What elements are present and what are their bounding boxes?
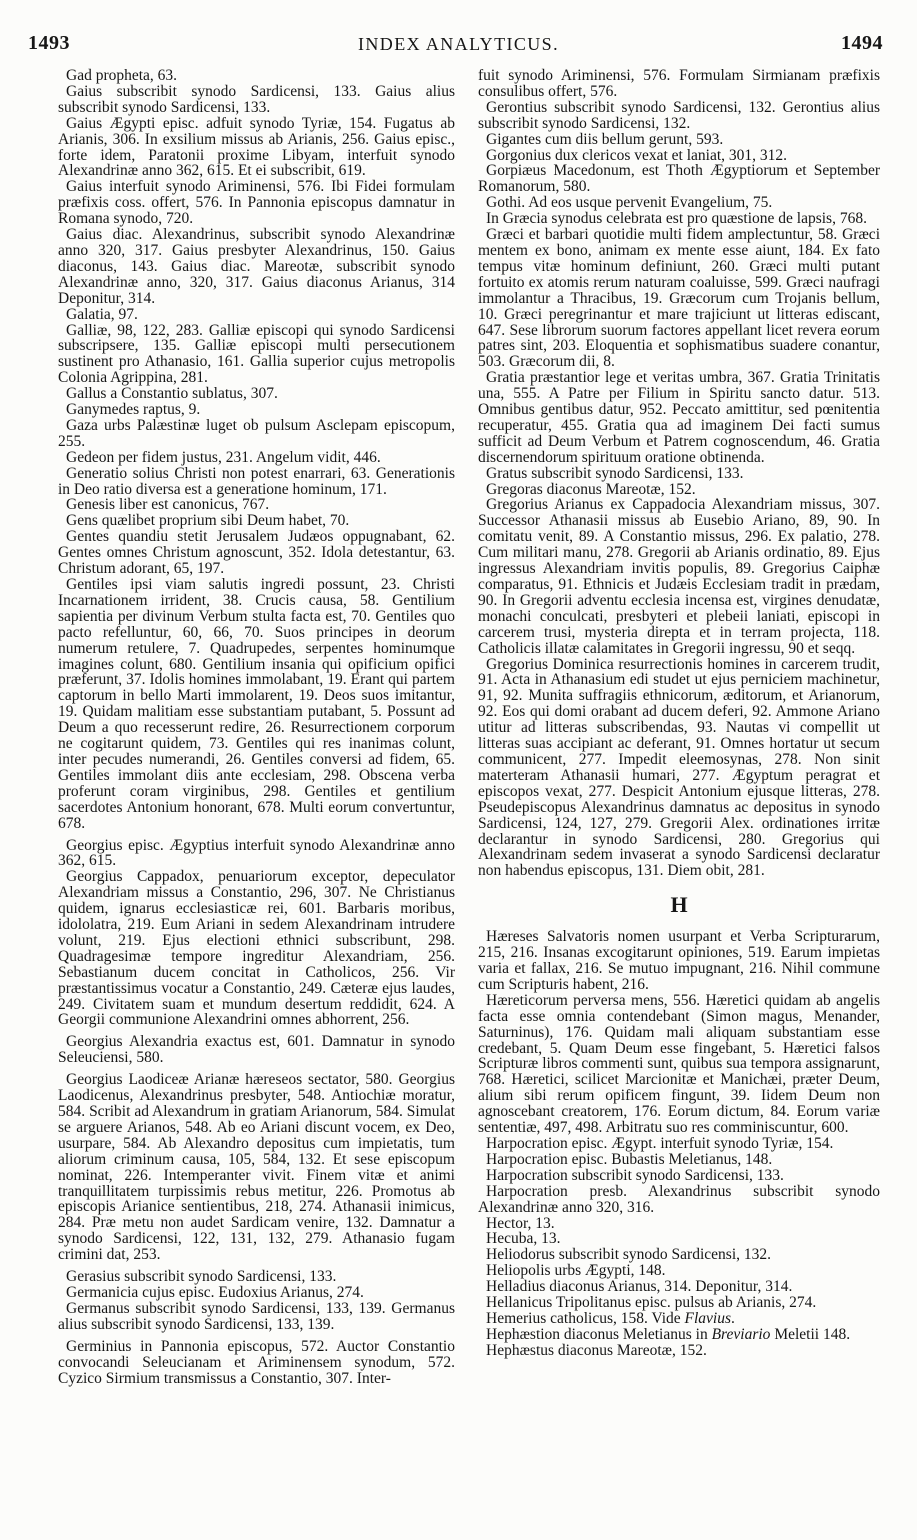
index-entry: Gregorius Arianus ex Cappadocia Alexandriam missus, 307. Successor Athanasii missus ab Eusebio Ariano, 89, 90. In comitatu venit, 89. A Constantio missus, 296. Ex palatio, 278. Cum militari manu, 278. Gregorii ab Arianis ordinatio, 89. Ejus ingressus Alexandriam invitis populis, 89. Gregorius Caiphæ comparatus, 91. Ethnicis et Judæis Ecclesiam tradit in prædam, 90. In Gregorii adventu ecclesia incensa est, virgines denudatæ, monachi conculcati, presbyteri et plebeii laniati, episcopi in carcerem trusi, mysteria direpta et in terram projecta, 118. Catholicis illatæ calamitates in Gregorii ingressu, 90 et seqq. <box>478 496 880 657</box>
index-entry: Gorpiæus Macedonum, est Thoth Ægyptiorum et September Romanorum, 580. <box>478 162 880 196</box>
index-entry: Hæreses Salvatoris nomen usurpant et Verba Scripturarum, 215, 216. Insanas excogitarunt opiniones, 519. Earum impietas varia et fallax, 216. Se mutuo impugnant, 216. Nihil commune cum Scripturis habent, 216. <box>478 928 880 993</box>
index-entry: Harpocration presb. Alexandrinus subscribit synodo Alexandrinæ anno 320, 316. <box>478 1182 880 1216</box>
page-number-right: 1494 <box>841 32 883 54</box>
index-entry: Gratia præstantior lege et veritas umbra, 367. Gratia Trinitatis una, 555. A Patre per Filium in Spiritu sancto datur. 513. Omnibus gentibus datur, 952. Peccato amittitur, sed pœnitentia recuperatur, 455. Gratia qua ad imaginem Dei facti sumus sufficit ad Deum Verbum et Patrem cognoscendum, 46. Gratia discernendorum spirituum oratione obtinenda. <box>478 369 880 466</box>
index-entry: Germinius in Pannonia episcopus, 572. Auctor Constantio convocandi Seleucianam et Ariminensem synodum, 572. Cyzico Sirmium transmissus a Constantio, 307. Inter- <box>58 1337 455 1387</box>
index-entry: Georgius Alexandria exactus est, 601. Damnatur in synodo Seleuciensi, 580. <box>58 1033 455 1067</box>
page-header <box>0 32 917 58</box>
index-entry: Genesis liber est canonicus, 767. <box>66 496 270 514</box>
index-entry: Germanicia cujus episc. Eudoxius Arianus, 274. <box>66 1283 364 1301</box>
page-number-left: 1493 <box>28 32 70 54</box>
index-entry: Harpocration episc. Ægypt. interfuit synodo Tyriæ, 154. <box>486 1135 834 1152</box>
index-entry: Georgius Cappadox, penuariorum exceptor, depeculator Alexandriam missus a Constantio, 296, 307. Ne Christianus quidem, ignarus ecclesiasticæ rei, 601. Barbaris moribus, idololatra, 219. Eum Ariani in sedem Alexandrinam intrudere volunt, 219. Ejus electioni ethnici subscribunt, 298. Quadragesimæ tempore ingreditur Alexandriam, 256. Sebastianum ducem concitat in Catholicos, 256. Vir præstantissimus vocatur a Constantio, 249. Cæteræ ejus laudes, 249. Civitatem suam et mundum desertum reddidit, 624. A Georgii communione Alexandrini omnes abhorrent, 256. <box>58 868 455 1029</box>
left-column <box>58 68 455 1386</box>
index-entry: Germanus subscribit synodo Sardicensi, 133, 139. Germanus alius subscribit synodo Sardicensi, 133, 139. <box>58 1299 455 1333</box>
index-entry: Gentiles ipsi viam salutis ingredi possunt, 23. Christi Incarnationem irrident, 38. Crucis causa, 58. Gentilium sapientia per divinum Verbum stulta facta est, 70. Gentiles quo pacto refelluntur, 60, 66, 70. Suos principes in deorum numerum retulere, 7. Quadrupedes, serpentes hominumque imagines colunt, 680. Gentilium insania qui opificium opifici præferunt, 37. Idolis homines immolabant, 19. Erant qui partem captorum in bello Marti immolarent, 19. Deos suos imitantur, 19. Quidam malitiam esse substantiam putabant, 5. Possunt ad Deum a quo recesserunt redire, 26. Resurrectionem corporum ne cogitarunt quidem, 73. Gentiles qui res inanimas colunt, inter pecudes numerandi, 26. Gentiles conversi ad fidem, 65. Gentiles immolant diis ante ecclesiam, 298. Obscena verba proferunt coram virginibus, 298. Gentiles et gentilium sacerdotes Antonium honorant, 678. Multi eorum convertuntur, 678. <box>58 576 455 832</box>
index-entry: Græci et barbari quotidie multi fidem amplectuntur, 58. Græci mentem ex bono, animam ex mente esse aiunt, 184. Ex fato tempus vitæ hominum definiunt, 260. Græci multi putant fortuito ex atomis rerum naturam coaluisse, 599. Græci naufragi immolantur a Thracibus, 19. Græcorum cum Trojanis bellum, 10. Græci peregrinantur et mare trajiciunt ut litteras ediscant, 647. Sese librorum suorum factores appellant licet revera eorum patres sint, 203. Eloquentia et sophismatibus suadere conantur, 503. Græcorum dii, 8. <box>478 226 880 371</box>
index-entry: Gothi. Ad eos usque pervenit Evangelium, 75. <box>486 194 773 212</box>
index-entry: Gallus a Constantio sublatus, 307. <box>66 385 278 403</box>
index-entry: Generatio solius Christi non potest enarrari, 63. Generationis in Deo ratio diversa est a generatione hominum, 171. <box>58 464 455 498</box>
index-entry: Galatia, 97. <box>66 305 138 323</box>
index-entry: Harpocration episc. Bubastis Meletianus, 148. <box>486 1150 773 1168</box>
index-entry: Gaius interfuit synodo Ariminensi, 576. Ibi Fidei formulam præfixis coss. offert, 576. In Pannonia episcopus damnatur in Romana synodo, 720. <box>58 178 455 228</box>
entry-text: . <box>731 1309 735 1327</box>
italic-term: Flavius <box>684 1309 732 1327</box>
index-entry: Heliodorus subscribit synodo Sardicensi, 132. <box>486 1246 772 1264</box>
index-entry: Gorgonius dux clericos vexat et laniat, 301, 312. <box>486 146 788 164</box>
entry-text: Hemerius catholicus, 158. Vide <box>486 1309 685 1327</box>
italic-term: Breviario <box>711 1325 771 1343</box>
index-entry: Gerasius subscribit synodo Sardicensi, 133. <box>66 1268 337 1286</box>
index-entry: Harpocration subscribit synodo Sardicensi, 133. <box>486 1166 784 1184</box>
index-entry: Gigantes cum diis bellum gerunt, 593. <box>486 130 724 148</box>
index-entry: Gaza urbs Palæstinæ luget ob pulsum Asclepam episcopum, 255. <box>58 416 455 450</box>
index-entry: Gregoras diaconus Mareotæ, 152. <box>486 480 696 498</box>
index-entry: Galliæ, 98, 122, 283. Galliæ episcopi qui synodo Sardicensi subscripsere, 135. Galliæ episcopi multi persecutionem sustinent pro Athanasio, 161. Gallia superior cujus metropolis Colonia Agrippina, 281. <box>58 321 455 387</box>
index-entry: Gaius diac. Alexandrinus, subscribit synodo Alexandrinæ anno 320, 317. Gaius presbyter Alexandrinus, 150. Gaius diaconus, 143. Gaius diac. Mareotæ, subscribit synodo Alexandrinæ anno, 320, 317. Gaius diaconus Arianus, 314 Deponitur, 314. <box>58 226 455 307</box>
index-entry: Gratus subscribit synodo Sardicensi, 133. <box>486 464 744 482</box>
index-entry: Gaius subscribit synodo Sardicensi, 133. Gaius alius subscribit synodo Sardicensi, 133. <box>58 82 455 116</box>
entry-text: Meletii 148. <box>770 1325 851 1343</box>
index-entry: Gad propheta, 63. <box>66 67 178 84</box>
index-entry: Gerontius subscribit synodo Sardicensi, 132. Gerontius alius subscribit synodo Sardicensi, 132. <box>478 98 880 132</box>
index-entry: Gregorius Dominica resurrectionis homines in carcerem trudit, 91. Acta in Athanasium edi studet ut ejus perniciem machinetur, 91, 92. Munita suffragiis ethnicorum, æditorum, et Arianorum, 92. Eos qui domi orabant ad ducem deferi, 92. Ammone Ariano utitur ad litteras subscribendas, 93. Nautas vi compellit ut litteras suas accipiant ac deferant, 91. Omnes hortatur ut secum communicent, 277. Impedit eleemosynas, 278. Non sinit materteram Athanasii humari, 277. Ægyptum peragrat et episcopos vexat, 277. Despicit Antonium ejusque litteras, 278. Pseudepiscopus Alexandrinus damnatus ac depositus in synodo Sardicensi, 124, 127, 279. Gregorii Alex. ordinationes irritæ declarantur in synodo Sardicensi, 280. Gregorius qui Alexandrinam sedem invaserat a synodo Sardicensi declaratur non habendus episcopus, 131. Diem obit, 281. <box>478 655 880 880</box>
index-entry: Hephæstus diaconus Mareotæ, 152. <box>486 1341 707 1359</box>
index-entry: Georgius episc. Ægyptius interfuit synodo Alexandrinæ anno 362, 615. <box>58 836 455 870</box>
index-entry: Hæreticorum perversa mens, 556. Hæretici quidam ab angelis facta esse omnia contendebant (Simon magus, Menander, Saturninus), 176. Quidam mali aliquam substantiam esse credebant, 5. Quam Deum esse fingebant, 5. Hæretici falsos Scripturæ libros commenti sunt, quibus sua tempora assignarunt, 768. Hæretici, scilicet Marcionitæ et Manichæi, præter Deum, alium sibi rerum opificem fingunt, 39. Iidem Deum non agnoscebant creatorem, 176. Eorum dictum, 84. Eorum variæ sententiæ, 497, 498. Arbitratu suo res comminiscuntur, 600. <box>478 991 880 1137</box>
index-entry: Hector, 13. <box>486 1214 555 1232</box>
index-entry <box>478 1311 880 1327</box>
index-entry: Hellanicus Tripolitanus episc. pulsus ab Arianis, 274. <box>486 1294 817 1312</box>
index-entry: fuit synodo Ariminensi, 576. Formulam Sirmianam præfixis consulibus offert, 576. <box>478 67 880 100</box>
index-entry: In Græcia synodus celebrata est pro quæstione de lapsis, 768. <box>486 210 867 228</box>
index-entry: Gedeon per fidem justus, 231. Angelum vidit, 446. <box>66 448 381 466</box>
index-entry: Gens quælibet proprium sibi Deum habet, 70. <box>66 512 350 530</box>
index-entry: Helladius diaconus Arianus, 314. Deponitur, 314. <box>486 1278 793 1296</box>
index-entry: Hecuba, 13. <box>486 1230 561 1248</box>
running-title: INDEX ANALYTICUS. <box>358 34 559 54</box>
right-column <box>478 68 880 1359</box>
entry-text: Hephæstion diaconus Meletianus in <box>486 1325 712 1343</box>
index-entry: Ganymedes raptus, 9. <box>66 401 201 419</box>
index-entry: Heliopolis urbs Ægypti, 148. <box>486 1262 666 1280</box>
section-letter-heading: H <box>670 892 688 918</box>
index-entry: Gentes quandiu stetit Jerusalem Judæos oppugnabant, 62. Gentes omnes Christum agnoscunt, 352. Idola detestantur, 63. Christum adorant, 65, 197. <box>58 528 455 578</box>
index-entry: Georgius Laodiceæ Arianæ hæreseos sectator, 580. Georgius Laodicenus, Alexandrinus presbyter, 548. Antiochiæ moratur, 584. Scribit ad Alexandrum in gratiam Arianorum, 584. Simulat se arguere Arianos, 548. Ab eo Ariani discunt vocem, ex Deo, usurpare, 584. Ab Alexandro depositus cum impietatis, tum aliorum criminum causa, 105, 584, 132. Et sese episcopum nominat, 226. Intemperanter vivit. Finem vitæ et animi tranquillitatem turpissimis rebus metitur, 226. Promotus ab episcopis Arianice sentientibus, 218, 274. Athanasii inimicus, 284. Præ metu non audet Sardicam venire, 132. Damnatur a synodo Sardicensi, 122, 131, 132, 279. Athanasio fugam crimini dat, 253. <box>58 1071 455 1264</box>
index-entry: Gaius Ægypti episc. adfuit synodo Tyriæ, 154. Fugatus ab Arianis, 306. In exsilium missus ab Arianis, 256. Gaius episc., forte idem, Paratonii proxime Libyam, interfuit synodo Alexandrinæ anno 362, 615. Et ei subscribit, 619. <box>58 114 455 180</box>
index-entry <box>478 1327 880 1343</box>
